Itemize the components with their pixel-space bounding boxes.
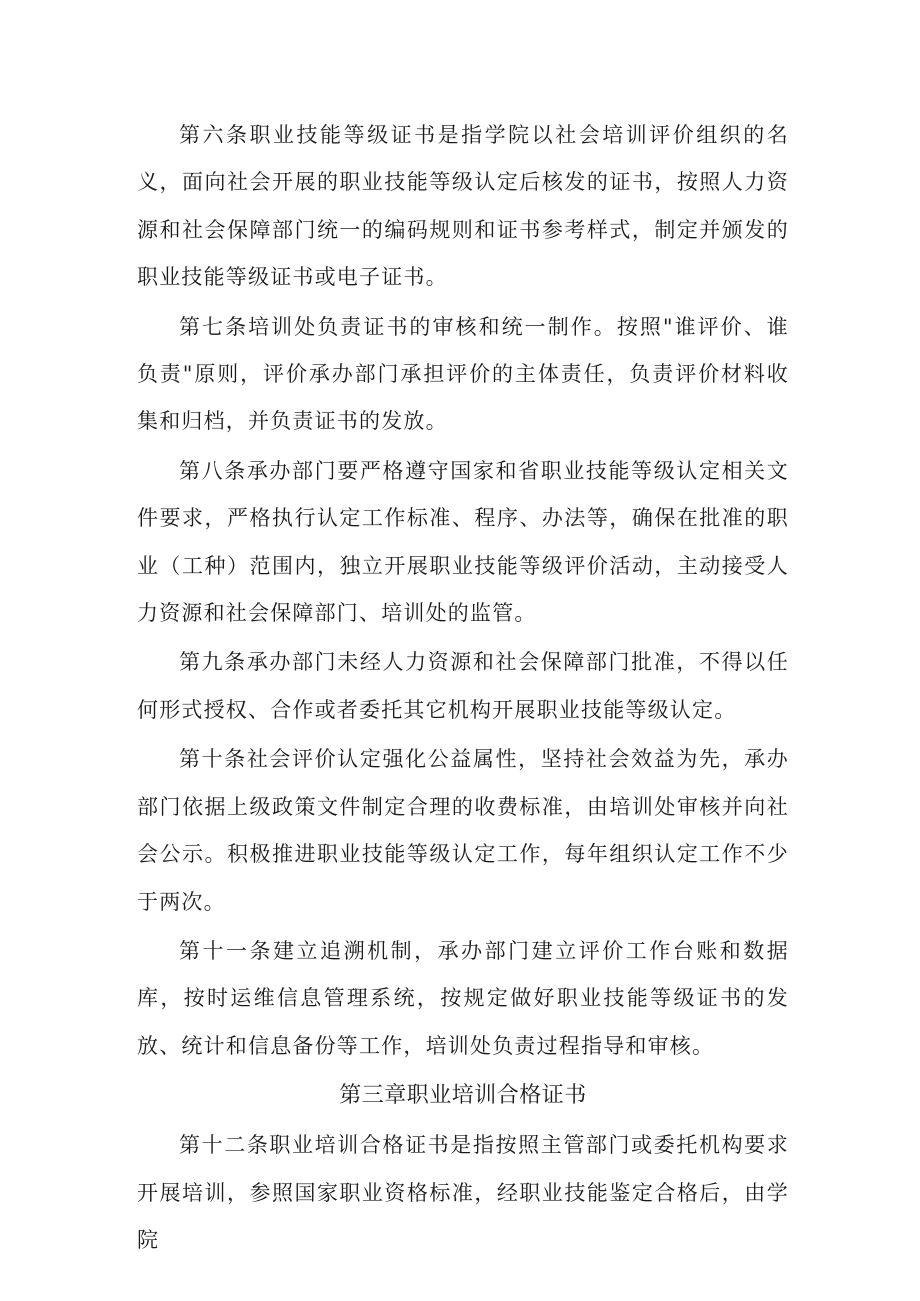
- article-9-paragraph: 第九条承办部门未经人力资源和社会保障部门批准，不得以任何形式授权、合作或者委托其它机构开展职业技能等级认定。: [137, 650, 789, 722]
- chapter-title: 第三章职业培训合格证书: [339, 1083, 587, 1109]
- article-12-paragraph: 第十二条职业培训合格证书是指按照主管部门或委托机构要求开展培训，参照国家职业资格标准，经职业技能鉴定合格后，由学院: [137, 1133, 789, 1252]
- article-11-paragraph: 第十一条建立追溯机制，承办部门建立评价工作台账和数据库，按时运维信息管理系统，按规定做好职业技能等级证书的发放、统计和信息备份等工作，培训处负责过程指导和审核。: [137, 938, 789, 1058]
- article-6-paragraph: 第六条职业技能等级证书是指学院以社会培训评价组织的名义，面向社会开展的职业技能等级认定后核发的证书，按照人力资源和社会保障部门统一的编码规则和证书参考样式，制定并颁发的职业技能等级证书或电子证书。: [137, 123, 789, 290]
- article-8-paragraph: 第八条承办部门要严格遵守国家和省职业技能等级认定相关文件要求，严格执行认定工作标准、程序、办法等，确保在批准的职业（工种）范围内，独立开展职业技能等级评价活动，主动接受人力资源和社会保障部门、培训处的监管。: [137, 458, 789, 626]
- article-7-paragraph: 第七条培训处负责证书的审核和统一制作。按照"谁评价、谁负责"原则，评价承办部门承担评价的主体责任，负责评价材料收集和归档，并负责证书的发放。: [137, 314, 789, 434]
- article-10-paragraph: 第十条社会评价认定强化公益属性，坚持社会效益为先，承办部门依据上级政策文件制定合理的收费标准，由培训处审核并向社会公示。积极推进职业技能等级认定工作，每年组织认定工作不少于两次。: [137, 747, 789, 914]
- document-page: [137, 112, 789, 1264]
